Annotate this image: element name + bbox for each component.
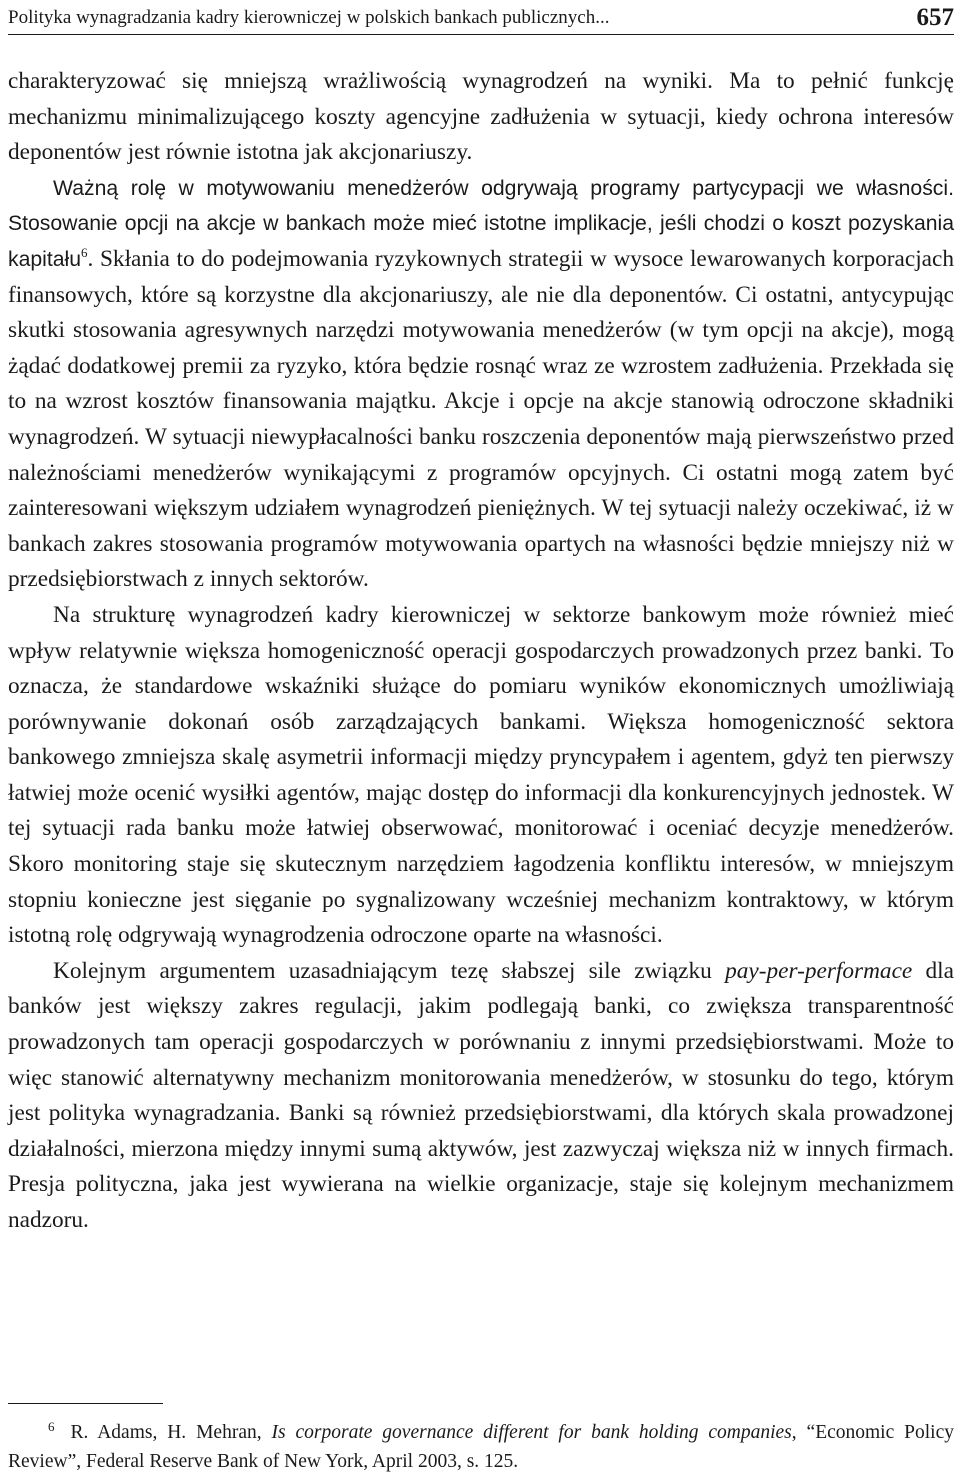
paragraph-homogeneity bbox=[8, 598, 954, 954]
paragraph-text: Na strukturę wynagrodzeń kadry kierowniczej w sektorze bankowym może również mieć wpływ relatywnie większa homogeniczność operacji gospodarczych prowadzonych przez banki. To oznacza, że standardowe wskaźniki służące do pomiaru wyników ekonomicznych umożliwiają porównywanie dokonań osób zarządzających bankami. Większa homogeniczność sektora bankowego zmniejsza skalę asymetrii informacji między pryncypałem i agentem, gdyż ten pierwszy łatwiej może ocenić wysiłki agentów, mając dostęp do informacji dla konkurencyjnych jednostek. W tej sytuacji rada banku może łatwiej obserwować, monitorować i oceniać decyzje menedżerów. Skoro monitoring staje się skutecznym narzędziem łagodzenia konfliktu interesów, w mniejszym stopniu konieczne jest sięganie po sygnalizowany wcześniej mechanizm kontraktowy, w którym istotną rolę odgrywają wynagrodzenia odroczone oparte na własności. bbox=[8, 601, 954, 949]
page bbox=[8, 0, 954, 1472]
paragraph-text-sans: Ważną rolę w motywowaniu menedżerów odgrywają programy partycypacji we własności. Stosowanie opcji na akcje w bankach może mieć istotne implikacje, jeśli chodzi o koszt pozyskania kapitału bbox=[8, 176, 954, 271]
footnote-source: , “Economic Policy Review”, Federal Reserve Bank of New York, April 2003, s. 125. bbox=[8, 1422, 954, 1472]
paragraph-italic-term: pay-per-performace bbox=[725, 957, 913, 984]
footnote-reference[interactable]: 6 bbox=[81, 245, 88, 261]
page-number: 657 bbox=[916, 4, 954, 31]
running-title: Polityka wynagradzania kadry kierowniczej w polskich bankach publicznych... bbox=[8, 7, 610, 28]
paragraph-text: charakteryzować się mniejszą wrażliwością wynagrodzeń na wyniki. Ma to pełnić funkcję mechanizmu minimalizującego koszty agencyjne zadłużenia w sytuacji, kiedy ochrona interesów deponentów jest równie istotna jak akcjonariuszy. bbox=[8, 68, 954, 166]
paragraph-text: Kolejnym argumentem uzasadniającym tezę słabszej sile związku bbox=[53, 957, 726, 984]
paragraph-text: dla banków jest większy zakres regulacji, jakim podlegają banki, co zwiększa transparentność prowadzonych tam operacji gospodarczych w porównaniu z innymi przedsiębiorstwami. Może to więc stanowić alternatywny mechanizm monitorowania menedżerów, w stosunku do tego, którym jest polityka wynagradzania. Banki są również przedsiębiorstwami, dla których skala prowadzonej działalności, mierzona między innymi sumą aktywów, jest zazwyczaj większa niż w innych firmach. Presja polityczna, jaka jest wywierana na wielkie organizacje, staje się kolejnym mechanizmem nadzoru. bbox=[8, 957, 954, 1233]
paragraph-continuation bbox=[8, 64, 954, 171]
paragraph-regulation bbox=[8, 954, 954, 1239]
footnote-title: Is corporate governance different for bank holding companies bbox=[271, 1422, 792, 1443]
footnote bbox=[8, 1418, 954, 1476]
footnote-rule bbox=[8, 1403, 163, 1404]
body-text bbox=[8, 64, 954, 1239]
paragraph-stock-options bbox=[8, 171, 954, 598]
running-header bbox=[8, 0, 954, 34]
header-rule bbox=[8, 34, 954, 35]
footnote-number: 6 bbox=[48, 1418, 55, 1434]
paragraph-text: . Skłania to do podejmowania ryzykownych strategii w wysoce lewarowanych korporacjach finansowych, które są korzystne dla akcjonariuszy, ale nie dla deponentów. Ci ostatni, antycypując skutki stosowania agresywnych narzędzi motywowania menedżerów (w tym opcji na akcje), mogą żądać dodatkowej premii za ryzyko, która będzie rosnąć wraz ze wzrostem zadłużenia. Przekłada się to na wzrost kosztów finansowania majątku. Akcje i opcje na akcje stanowią odroczone składniki wynagrodzeń. W sytuacji niewypłacalności banku roszczenia deponentów mają pierwszeństwo przed należnościami menedżerów wynikającymi z programów opcyjnych. Ci ostatni mogą zatem być zainteresowani większym udziałem wynagrodzeń pieniężnych. W tej sytuacji należy oczekiwać, iż w bankach zakres stosowania programów motywowania opartych na własności będzie mniejszy niż w przedsiębiorstwach z innych sektorów. bbox=[8, 245, 954, 593]
footnote-authors: R. Adams, H. Mehran, bbox=[70, 1422, 272, 1443]
